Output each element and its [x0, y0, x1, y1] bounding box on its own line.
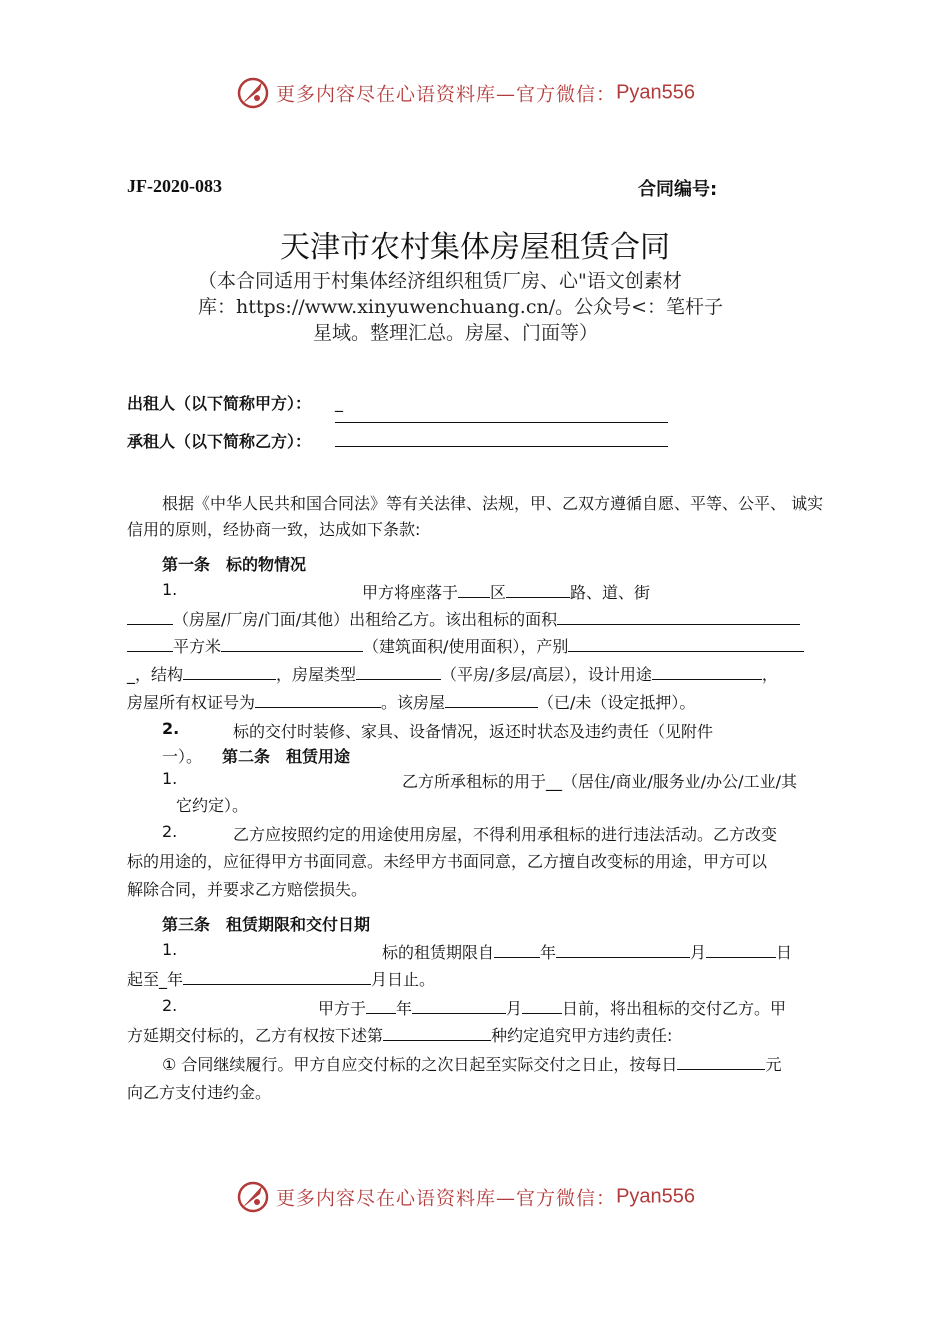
a3-item-1-line-2: 起至_年 月日止。 — [127, 970, 436, 989]
quill-logo-icon — [236, 76, 270, 110]
a2-item-1-text: 乙方所承租标的用于__（居住/商业/服务业/办公/工业/其 — [402, 772, 797, 791]
a2-item-2-line-1: 乙方应按照约定的用途使用房屋，不得利用承租标的进行违法活动。乙方改变 — [233, 825, 778, 844]
a3-item-2-line-2: 方延期交付标的，乙方有权按下述第 种约定追究甲方违约责任: — [127, 1026, 673, 1045]
a1-item-1-line-1: 甲方将座落于 区 路、道、街 — [362, 583, 651, 602]
a2-item-2-line-3: 解除合同，并要求乙方赔偿损失。 — [127, 880, 368, 899]
a3-clause-1-line-2: 向乙方支付违约金。 — [127, 1083, 272, 1102]
preamble-line-2: 信用的原则，经协商一致，达成如下条款: — [127, 520, 421, 539]
subtitle-line-3: 星域。整理汇总。房屋、门面等） — [313, 322, 599, 344]
a2-item-1-cont: 它约定）。 — [176, 796, 249, 815]
watermark-id: Pyan556 — [616, 81, 696, 104]
watermark-bottom — [236, 1180, 695, 1214]
subtitle-line-1: （本合同适用于村集体经济组织租赁厂房、心"语文创素材 — [198, 270, 682, 292]
watermark-text: 更多内容尽在心语资料库—官方微信： — [276, 83, 617, 106]
a3-item-1-number: 1. — [162, 940, 178, 959]
watermark-top — [236, 76, 695, 110]
article-1-heading: 第一条 标的物情况 — [162, 555, 307, 574]
document-code: JF-2020-083 — [127, 176, 222, 196]
subtitle-line-2: 库：https://www.xinyuwenchuang.cn/。公众号<：笔杆子 — [198, 296, 724, 318]
a1-item-2-number: 2. — [162, 719, 180, 738]
a1-item-1-line-5: 房屋所有权证号为 。该房屋 （已/未（设定抵押）。 — [127, 693, 696, 712]
a3-clause-1-line-1: ① 合同继续履行。甲方自应交付标的之次日起至实际交付之日止，按每日 元 — [162, 1055, 782, 1074]
lessee-label: 承租人（以下简称乙方）： — [127, 432, 312, 451]
a2-item-1-number: 1. — [162, 769, 178, 788]
a3-item-1-line-1: 标的租赁期限自 年 月 日 — [382, 943, 793, 962]
a1-item-2-end: 一）。 — [162, 747, 203, 766]
watermark-text: 更多内容尽在心语资料库—官方微信： — [276, 1187, 617, 1210]
contract-number-label: 合同编号: — [638, 179, 718, 200]
article-2-heading: 第二条 租赁用途 — [222, 747, 351, 766]
a3-item-2-number: 2. — [162, 996, 178, 1015]
a2-item-2-line-2: 标的用途的，应征得甲方书面同意。未经甲方书面同意，乙方擅自改变标的用途，甲方可以 — [127, 852, 768, 871]
lessor-label: 出租人（以下简称甲方）： — [127, 394, 312, 413]
quill-logo-icon — [236, 1180, 270, 1214]
a1-item-1-line-3: 平方米 （建筑面积/使用面积），产别 — [127, 634, 804, 657]
watermark-id: Pyan556 — [616, 1185, 696, 1208]
lessee-field-line — [335, 446, 668, 447]
a2-item-2-number: 2. — [162, 822, 178, 841]
lessor-field-line — [335, 422, 668, 423]
a1-item-1-number: 1. — [162, 580, 178, 599]
page-title: 天津市农村集体房屋租赁合同 — [280, 230, 670, 265]
a3-item-2-line-1: 甲方于 年 月 日前，将出租标的交付乙方。甲 — [318, 999, 787, 1018]
lessor-mark: _ — [335, 393, 343, 412]
preamble-line-1: 根据《中华人民共和国合同法》等有关法律、法规，甲、乙双方遵循自愿、平等、公平、 诚实 — [162, 494, 824, 513]
a1-item-2-text: 标的交付时装修、家具、设备情况，返还时状态及违约责任（见附件 — [233, 722, 714, 741]
article-3-heading: 第三条 租赁期限和交付日期 — [162, 915, 371, 934]
a1-item-1-line-2: （房屋/厂房/门面/其他）出租给乙方。该出租标的面积 — [127, 607, 800, 630]
a1-item-1-line-4: _，结构 ，房屋类型 （平房/多层/高层），设计用途 ， — [127, 665, 778, 684]
